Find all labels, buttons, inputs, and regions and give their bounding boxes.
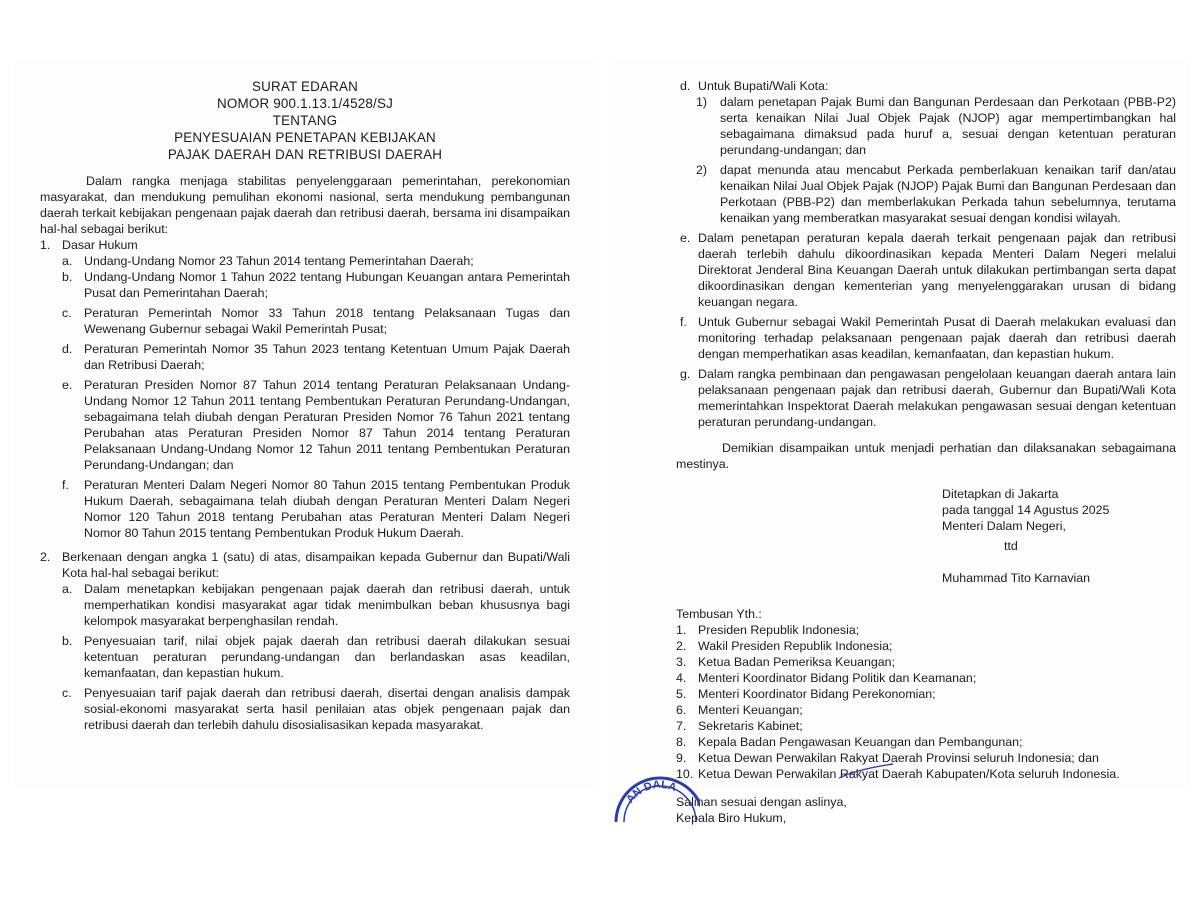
list-marker: d. bbox=[680, 79, 691, 93]
list-item: 7. Sekretaris Kabinet; bbox=[676, 719, 803, 733]
official-seal-stamp bbox=[610, 762, 700, 822]
letter-title bbox=[40, 78, 570, 163]
point-f: f. Untuk Gubernur sebagai Wakil Pemerintah Pusat di Daerah melakukan evaluasi dan monitoring terhadap pelaksanaan pengenaan pajak daerah dan retribusi daerah dengan memperhatikan asas keadilan, kemanfaatan, dan kepastian hukum. bbox=[680, 315, 1176, 361]
sign-position: Menteri Dalam Negeri, bbox=[942, 519, 1066, 533]
list-marker: 2. bbox=[40, 550, 51, 564]
list-item: a. Undang-Undang Nomor 23 Tahun 2014 tentang Pemerintahan Daerah; bbox=[62, 254, 474, 268]
list-item: 1. Presiden Republik Indonesia; bbox=[676, 623, 860, 637]
sign-date: pada tanggal 14 Agustus 2025 bbox=[942, 503, 1110, 517]
document-page-right bbox=[612, 62, 1190, 825]
list-item: b. Penyesuaian tarif, nilai objek pajak daerah dan retribusi daerah dilakukan sesuai ketentuan peraturan perundang-undangan dan berlandaskan asas keadilan, kemanfaatan, dan kepastian hukum. bbox=[62, 634, 570, 680]
signature-block bbox=[942, 486, 1176, 586]
point-g: g. Dalam rangka pembinaan dan pengawasan pengelolaan keuangan daerah antara lain pelaksanaan pengenaan pajak dan retribusi daerah, Gubernur dan Bupati/Wali Kota memerintahkan Inspektorat Daerah melakukan pengawasan sesuai dengan ketentuan peraturan perundang-undangan. bbox=[680, 367, 1176, 429]
right-column bbox=[676, 78, 1176, 826]
svg-text:AN DALA bbox=[624, 779, 678, 806]
head-of-bureau: Kepala Biro Hukum, bbox=[676, 811, 787, 825]
list-item: 4. Menteri Koordinator Bidang Politik dan Keamanan; bbox=[676, 671, 977, 685]
list-item: 10. Ketua Dewan Perwakilan Rakyat Daerah Kabupaten/Kota seluruh Indonesia. bbox=[676, 767, 1120, 781]
title-line: PAJAK DAERAH DAN RETRIBUSI DAERAH bbox=[167, 147, 443, 162]
list-item: c. Penyesuaian tarif pajak daerah dan retribusi daerah, disertai dengan analisis dampak sosial-ekonomi masyarakat serta hasil penilaian atas objek pengenaan pajak dan retribusi daerah dan terlebih dahulu disosialisasikan kepada masyarakat. bbox=[62, 686, 570, 732]
list-item: 1) dalam penetapan Pajak Bumi dan Bangunan Perdesaan dan Perkotaan (PBB-P2) serta kenaikan Nilai Jual Objek Pajak (NJOP) agar mempertimbangkan hal sebagaimana dimaksud pada huruf a, sesuai dengan ketentuan peraturan perundang-undangan; dan bbox=[696, 95, 1176, 157]
title-line: PENYESUAIAN PENETAPAN KEBIJAKAN bbox=[174, 130, 436, 145]
list-item: c. Peraturan Pemerintah Nomor 33 Tahun 2018 tentang Pelaksanaan Tugas dan Wewenang Gubernur sebagai Wakil Pemerintah Pusat; bbox=[62, 306, 570, 336]
list-item: 9. Ketua Dewan Perwakilan Rakyat Daerah Provinsi seluruh Indonesia; dan bbox=[676, 751, 1099, 765]
section-heading: Berkenaan dengan angka 1 (satu) di atas, disampaikan kepada Gubernur dan Bupati/Wali Kota hal-hal sebagai berikut: bbox=[62, 550, 570, 580]
list-item: 2) dapat menunda atau mencabut Perkada pemberlakuan kenaikan tarif dan/atau kenaikan Nilai Jual Objek Pajak (NJOP) Pajak Bumi dan Bangunan Perdesaan dan Perkotaan (PBB-P2) dan memberlakukan Perkada tahun sebelumnya, terutama kenaikan yang memberatkan masyarakat sesuai dengan kondisi wilayah. bbox=[696, 163, 1176, 225]
point-d bbox=[676, 78, 1176, 94]
title-line: SURAT EDARAN bbox=[251, 79, 359, 94]
section-2 bbox=[40, 549, 570, 581]
list-marker: 1. bbox=[40, 238, 51, 252]
document-page-left bbox=[14, 62, 596, 786]
sign-place: Ditetapkan di Jakarta bbox=[942, 487, 1059, 501]
copy-note: Salinan sesuai dengan aslinya, bbox=[676, 795, 847, 809]
list-item: e. Peraturan Presiden Nomor 87 Tahun 2014 tentang Peraturan Pelaksanaan Undang-Undang Nomor 12 Tahun 2011 tentang Pembentukan Peraturan Perundang-Undangan, sebagaimana telah diubah dengan Peraturan Presiden Nomor 76 Tahun 2021 tentang Perubahan atas Peraturan Presiden Nomor 87 Tahun 2014 tentang Peraturan Pelaksanaan Undang-Undang Nomor 12 Tahun 2011 tentang Pembentukan Peraturan Perundang-Undangan; dan bbox=[62, 378, 570, 472]
cc-title: Tembusan Yth.: bbox=[676, 607, 762, 621]
list-item: 5. Menteri Koordinator Bidang Perekonomian; bbox=[676, 687, 936, 701]
list-item: 2. Wakil Presiden Republik Indonesia; bbox=[676, 639, 893, 653]
left-column bbox=[40, 78, 570, 733]
list-item: 6. Menteri Keuangan; bbox=[676, 703, 803, 717]
point-e: e. Dalam penetapan peraturan kepala daerah terkait pengenaan pajak dan retribusi daerah terlebih dahulu dikoordinasikan kepada Menteri Dalam Negeri melalui Direktorat Jenderal Bina Keuangan Daerah untuk dilakukan pertimbangan serta dapat dikoordinasikan dengan kementerian yang menyelenggarakan urusan di bidang keuangan negara. bbox=[680, 231, 1176, 309]
list-item: 3. Ketua Badan Pemeriksa Keuangan; bbox=[676, 655, 896, 669]
list-item: b. Undang-Undang Nomor 1 Tahun 2022 tentang Hubungan Keuangan antara Pemerintah Pusat dan Pemerintahan Daerah; bbox=[62, 270, 570, 300]
title-line: TENTANG bbox=[272, 113, 338, 128]
list-item: a. Dalam menetapkan kebijakan pengenaan pajak daerah dan retribusi daerah, untuk memperhatikan kondisi masyarakat agar tidak menimbulkan beban khususnya bagi kelompok masyarakat berpenghasilan rendah. bbox=[62, 582, 570, 628]
point-heading: Untuk Bupati/Wali Kota: bbox=[698, 79, 829, 93]
section-heading: Dasar Hukum bbox=[62, 238, 138, 252]
signature-stroke bbox=[837, 762, 897, 787]
list-item: f. Peraturan Menteri Dalam Negeri Nomor 80 Tahun 2015 tentang Pembentukan Produk Hukum Daerah, sebagaimana telah diubah dengan Peraturan Menteri Dalam Negeri Nomor 120 Tahun 2018 tentang Perubahan atas Peraturan Menteri Dalam Negeri Nomor 80 Tahun 2015 tentang Pembentukan Produk Hukum Daerah. bbox=[62, 478, 570, 540]
list-item: 8. Kepala Badan Pengawasan Keuangan dan Pembangunan; bbox=[676, 735, 1023, 749]
sign-name: Muhammad Tito Karnavian bbox=[942, 571, 1091, 585]
cc-list bbox=[676, 606, 1176, 782]
section-1 bbox=[40, 237, 570, 253]
seal-text: AN DALA bbox=[624, 778, 678, 806]
sign-ttd: ttd bbox=[1004, 539, 1018, 553]
intro-paragraph: Dalam rangka menjaga stabilitas penyelenggaraan pemerintahan, perekonomian masyarakat, dan mendukung pemulihan ekonomi nasional, serta mendukung pembangunan daerah terkait kebijakan pengenaan pajak daerah dan retribusi daerah, bersama ini disampaikan hal-hal sebagai berikut: bbox=[40, 174, 570, 236]
closing-paragraph: Demikian disampaikan untuk menjadi perhatian dan dilaksanakan sebagaimana mestinya. bbox=[676, 441, 1176, 471]
title-line: NOMOR 900.1.13.1/4528/SJ bbox=[217, 96, 393, 111]
list-item: d. Peraturan Pemerintah Nomor 35 Tahun 2023 tentang Ketentuan Umum Pajak Daerah dan Retribusi Daerah; bbox=[62, 342, 570, 372]
